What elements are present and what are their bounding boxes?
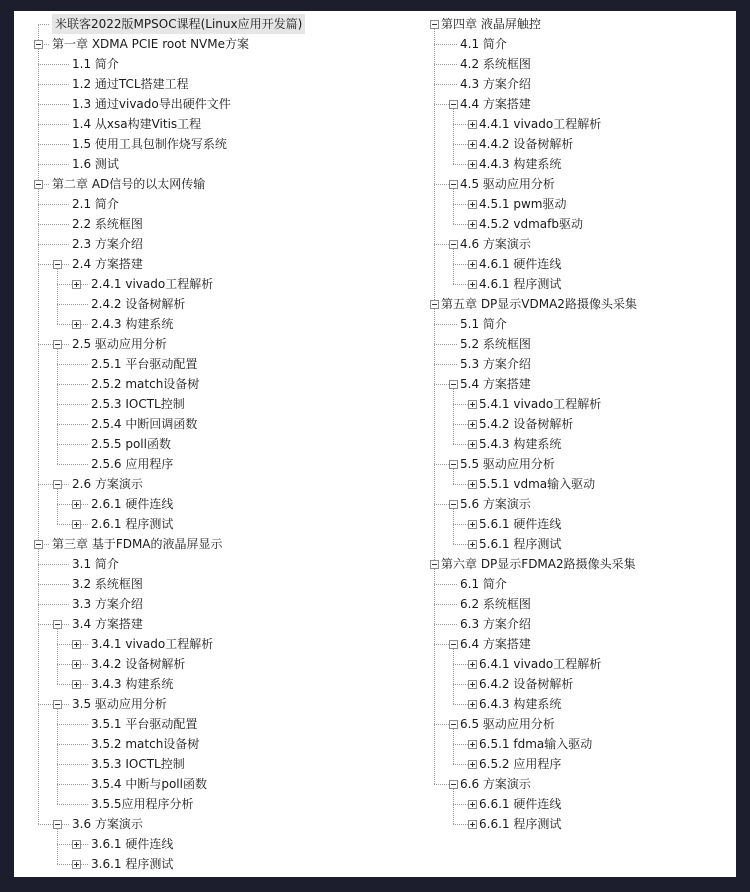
tree-item-row[interactable] xyxy=(14,234,409,254)
expand-plus-icon[interactable] xyxy=(468,660,477,669)
tree-node-label: 4.3 方案介绍 xyxy=(460,77,531,91)
expand-plus-icon[interactable] xyxy=(72,680,81,689)
tree-node-label: 5.5 驱动应用分析 xyxy=(460,457,555,471)
tree-node-label: 第一章 XDMA PCIE root NVMe方案 xyxy=(52,37,249,51)
tree-item-row[interactable] xyxy=(14,794,409,814)
tree-item-row[interactable] xyxy=(14,154,409,174)
expand-plus-icon[interactable] xyxy=(468,400,477,409)
tree-branch-line xyxy=(57,384,88,385)
tree-item-row[interactable] xyxy=(14,474,409,494)
tree-item-row[interactable] xyxy=(14,74,409,94)
tree-branch-line xyxy=(38,224,69,225)
tree-item-row[interactable] xyxy=(409,254,736,274)
tree-item-row[interactable] xyxy=(14,454,409,474)
tree-chapter-row[interactable] xyxy=(409,554,736,574)
tree-branch-line xyxy=(57,464,88,465)
tree-node-label: 6.5.1 fdma输入驱动 xyxy=(479,737,593,751)
tree-branch-line xyxy=(434,624,457,625)
tree-node-label: 4.6.1 硬件连线 xyxy=(479,257,562,271)
tree-item-row[interactable] xyxy=(409,754,736,774)
tree-node-label: 2.5.1 平台驱动配置 xyxy=(91,357,198,371)
tree-item-row[interactable] xyxy=(14,734,409,754)
tree-item-row[interactable] xyxy=(14,614,409,634)
tree-node-label: 6.4.2 设备树解析 xyxy=(479,677,574,691)
tree-item-row[interactable] xyxy=(14,674,409,694)
tree-node-label: 3.6.1 硬件连线 xyxy=(91,837,174,851)
tree-node-label: 2.4.1 vivado工程解析 xyxy=(91,277,214,291)
tree-node-label: 3.5.1 平台驱动配置 xyxy=(91,717,198,731)
collapse-minus-icon[interactable] xyxy=(53,820,62,829)
tree-item-row[interactable] xyxy=(14,114,409,134)
tree-node-label: 3.3 方案介绍 xyxy=(72,597,143,611)
expand-plus-icon[interactable] xyxy=(468,800,477,809)
tree-item-row[interactable] xyxy=(14,574,409,594)
collapse-minus-icon[interactable] xyxy=(449,240,458,249)
tree-branch-line xyxy=(434,324,457,325)
expand-plus-icon[interactable] xyxy=(468,160,477,169)
tree-node-label: 2.5.5 poll函数 xyxy=(91,437,171,451)
collapse-minus-icon[interactable] xyxy=(53,620,62,629)
tree-item-row[interactable] xyxy=(14,334,409,354)
tree-branch-line xyxy=(57,404,88,405)
expand-plus-icon[interactable] xyxy=(72,840,81,849)
tree-node-label: 4.4 方案搭建 xyxy=(460,97,531,111)
tree-item-row[interactable] xyxy=(14,494,409,514)
tree-node-label: 1.3 通过vivado导出硬件文件 xyxy=(72,97,231,111)
tree-node-label: 5.4.2 设备树解析 xyxy=(479,417,574,431)
tree-branch-line xyxy=(38,144,69,145)
tree-item-row[interactable] xyxy=(409,114,736,134)
expand-plus-icon[interactable] xyxy=(468,280,477,289)
tree-node-label: 4.5.2 vdmafb驱动 xyxy=(479,217,583,231)
tree-node-label: 6.4.1 vivado工程解析 xyxy=(479,657,602,671)
tree-branch-line xyxy=(38,104,69,105)
collapse-minus-icon[interactable] xyxy=(34,40,43,49)
tree-node-label: 6.1 简介 xyxy=(460,577,507,591)
collapse-minus-icon[interactable] xyxy=(34,540,43,549)
expand-plus-icon[interactable] xyxy=(468,680,477,689)
tree-item-row[interactable] xyxy=(14,854,409,874)
tree-item-row[interactable] xyxy=(409,494,736,514)
tree-item-row[interactable] xyxy=(409,94,736,114)
tree-branch-line xyxy=(38,244,69,245)
tree-chapter-row[interactable] xyxy=(14,174,409,194)
tree-node-label: 2.6.1 硬件连线 xyxy=(91,497,174,511)
expand-plus-icon[interactable] xyxy=(72,660,81,669)
tree-item-row[interactable] xyxy=(14,374,409,394)
tree-node-label: 4.2 系统框图 xyxy=(460,57,531,71)
tree-branch-line xyxy=(57,364,88,365)
tree-node-label: 2.5.2 match设备树 xyxy=(91,377,200,391)
tree-branch-line xyxy=(38,64,69,65)
expand-plus-icon[interactable] xyxy=(468,220,477,229)
tree-branch-line xyxy=(38,604,69,605)
expand-plus-icon[interactable] xyxy=(72,640,81,649)
collapse-minus-icon[interactable] xyxy=(449,640,458,649)
tree-node-label: 3.6 方案演示 xyxy=(72,817,143,831)
expand-plus-icon[interactable] xyxy=(468,140,477,149)
tree-node-label: 1.4 从xsa构建Vitis工程 xyxy=(72,117,202,131)
tree-item-row[interactable] xyxy=(14,754,409,774)
expand-plus-icon[interactable] xyxy=(468,740,477,749)
expand-plus-icon[interactable] xyxy=(468,440,477,449)
tree-node-label: 5.6.1 程序测试 xyxy=(479,537,562,551)
expand-plus-icon[interactable] xyxy=(468,200,477,209)
tree-node-label: 4.4.1 vivado工程解析 xyxy=(479,117,602,131)
tree-item-row[interactable] xyxy=(14,134,409,154)
tree-branch-line xyxy=(57,804,88,805)
tree-item-row[interactable] xyxy=(14,554,409,574)
tree-item-row[interactable] xyxy=(14,214,409,234)
tree-branch-line xyxy=(434,44,457,45)
tree-node-label: 5.4.3 构建系统 xyxy=(479,437,562,451)
tree-node-label: 2.5.3 IOCTL控制 xyxy=(91,397,185,411)
tree-item-row[interactable] xyxy=(14,654,409,674)
tree-node-label: 6.3 方案介绍 xyxy=(460,617,531,631)
expand-plus-icon[interactable] xyxy=(72,320,81,329)
tree-node-label: 第三章 基于FDMA的液晶屏显示 xyxy=(52,537,223,551)
tree-node-label: 2.5.6 应用程序 xyxy=(91,457,174,471)
tree-node-label: 2.2 系统框图 xyxy=(72,217,143,231)
tree-branch-line xyxy=(38,204,69,205)
expand-plus-icon[interactable] xyxy=(468,520,477,529)
tree-node-label: 6.6.1 程序测试 xyxy=(479,817,562,831)
tree-chapter-row[interactable] xyxy=(409,14,736,34)
tree-item-row[interactable] xyxy=(409,534,736,554)
tree-node-label: 2.5 驱动应用分析 xyxy=(72,337,167,351)
tree-node-label: 第四章 液晶屏触控 xyxy=(441,17,541,31)
tree-view-window xyxy=(14,11,736,877)
tree-node-label: 6.6.1 硬件连线 xyxy=(479,797,562,811)
tree-item-row[interactable] xyxy=(14,514,409,534)
tree-branch-line xyxy=(434,604,457,605)
tree-branch-line xyxy=(57,784,88,785)
expand-plus-icon[interactable] xyxy=(468,820,477,829)
tree-item-row[interactable] xyxy=(409,174,736,194)
tree-item-row[interactable] xyxy=(409,734,736,754)
tree-item-row[interactable] xyxy=(14,54,409,74)
collapse-minus-icon[interactable] xyxy=(449,380,458,389)
tree-chapter-row[interactable] xyxy=(409,294,736,314)
expand-plus-icon[interactable] xyxy=(468,700,477,709)
expand-plus-icon[interactable] xyxy=(468,540,477,549)
collapse-minus-icon[interactable] xyxy=(53,260,62,269)
tree-item-row[interactable] xyxy=(14,194,409,214)
tree-node-label: 5.6 方案演示 xyxy=(460,497,531,511)
tree-branch-line xyxy=(38,84,69,85)
expand-plus-icon[interactable] xyxy=(72,280,81,289)
tree-item-row[interactable] xyxy=(409,134,736,154)
tree-node-label: 3.1 简介 xyxy=(72,557,119,571)
tree-branch-line xyxy=(57,724,88,725)
tree-item-row[interactable] xyxy=(409,514,736,534)
tree-node-label: 4.5.1 pwm驱动 xyxy=(479,197,567,211)
tree-branch-line xyxy=(434,584,457,585)
expand-plus-icon[interactable] xyxy=(468,480,477,489)
tree-node-label: 5.4 方案搭建 xyxy=(460,377,531,391)
collapse-minus-icon[interactable] xyxy=(449,780,458,789)
tree-node-label: 第六章 DP显示FDMA2路摄像头采集 xyxy=(441,557,636,571)
tree-node-label: 3.4.2 设备树解析 xyxy=(91,657,186,671)
tree-branch-line xyxy=(38,124,69,125)
tree-node-label: 5.6.1 硬件连线 xyxy=(479,517,562,531)
tree-item-row[interactable] xyxy=(409,474,736,494)
tree-item-row[interactable] xyxy=(14,394,409,414)
tree-item-row[interactable] xyxy=(409,574,736,594)
collapse-minus-icon[interactable] xyxy=(53,340,62,349)
tree-node-label: 1.1 简介 xyxy=(72,57,119,71)
expand-plus-icon[interactable] xyxy=(468,120,477,129)
tree-item-row[interactable] xyxy=(409,74,736,94)
collapse-minus-icon[interactable] xyxy=(430,300,439,309)
tree-branch-line xyxy=(434,64,457,65)
tree-branch-line xyxy=(38,564,69,565)
tree-item-row[interactable] xyxy=(409,694,736,714)
tree-node-label: 3.4 方案搭建 xyxy=(72,617,143,631)
tree-item-row[interactable] xyxy=(409,314,736,334)
tree-item-row[interactable] xyxy=(409,274,736,294)
tree-node-label: 1.5 使用工具包制作烧写系统 xyxy=(72,137,227,151)
tree-item-row[interactable] xyxy=(409,454,736,474)
tree-item-row[interactable] xyxy=(409,234,736,254)
tree-item-row[interactable] xyxy=(14,434,409,454)
tree-item-row[interactable] xyxy=(14,694,409,714)
tree-node-label: 3.5.3 IOCTL控制 xyxy=(91,757,185,771)
tree-node-label: 2.4.2 设备树解析 xyxy=(91,297,186,311)
tree-branch-line xyxy=(38,24,49,25)
tree-node-label: 6.4.3 构建系统 xyxy=(479,697,562,711)
tree-node-label: 4.4.2 设备树解析 xyxy=(479,137,574,151)
tree-node-label: 4.6.1 程序测试 xyxy=(479,277,562,291)
tree-item-row[interactable] xyxy=(14,254,409,274)
tree-item-row[interactable] xyxy=(409,634,736,654)
tree-item-row[interactable] xyxy=(409,354,736,374)
tree-chapter-row[interactable] xyxy=(14,14,409,34)
tree-node-label: 5.5.1 vdma输入驱动 xyxy=(479,477,596,491)
tree-branch-line xyxy=(57,744,88,745)
tree-branch-line xyxy=(38,164,69,165)
expand-plus-icon[interactable] xyxy=(72,520,81,529)
collapse-minus-icon[interactable] xyxy=(449,460,458,469)
tree-branch-line xyxy=(57,304,88,305)
expand-plus-icon[interactable] xyxy=(468,260,477,269)
expand-plus-icon[interactable] xyxy=(72,500,81,509)
tree-item-row[interactable] xyxy=(14,634,409,654)
tree-item-row[interactable] xyxy=(409,654,736,674)
tree-node-label: 3.6.1 程序测试 xyxy=(91,857,174,871)
tree-item-row[interactable] xyxy=(409,714,736,734)
tree-item-row[interactable] xyxy=(14,294,409,314)
tree-node-label: 6.5 驱动应用分析 xyxy=(460,717,555,731)
tree-item-row[interactable] xyxy=(14,314,409,334)
collapse-minus-icon[interactable] xyxy=(53,700,62,709)
tree-node-label: 3.5.2 match设备树 xyxy=(91,737,200,751)
tree-branch-line xyxy=(434,364,457,365)
tree-item-row[interactable] xyxy=(409,814,736,834)
tree-node-label: 5.1 简介 xyxy=(460,317,507,331)
tree-node-label: 3.4.1 vivado工程解析 xyxy=(91,637,214,651)
tree-item-row[interactable] xyxy=(409,674,736,694)
tree-item-row[interactable] xyxy=(14,354,409,374)
tree-item-row[interactable] xyxy=(14,274,409,294)
tree-node-label: 4.1 简介 xyxy=(460,37,507,51)
tree-node-label: 4.5 驱动应用分析 xyxy=(460,177,555,191)
tree-branch-line xyxy=(434,344,457,345)
collapse-minus-icon[interactable] xyxy=(53,480,62,489)
tree-item-row[interactable] xyxy=(409,334,736,354)
tree-item-row[interactable] xyxy=(14,814,409,834)
tree-chapter-row[interactable] xyxy=(14,534,409,554)
collapse-minus-icon[interactable] xyxy=(449,500,458,509)
tree-node-label: 6.5.2 应用程序 xyxy=(479,757,562,771)
tree-node-label: 2.3 方案介绍 xyxy=(72,237,143,251)
tree-item-row[interactable] xyxy=(409,34,736,54)
expand-plus-icon[interactable] xyxy=(468,760,477,769)
tree-item-row[interactable] xyxy=(409,594,736,614)
tree-item-row[interactable] xyxy=(409,794,736,814)
collapse-minus-icon[interactable] xyxy=(449,100,458,109)
tree-item-row[interactable] xyxy=(409,434,736,454)
tree-node-label: 第五章 DP显示VDMA2路摄像头采集 xyxy=(441,297,637,311)
collapse-minus-icon[interactable] xyxy=(449,720,458,729)
tree-item-row[interactable] xyxy=(409,214,736,234)
tree-node-label: 2.1 简介 xyxy=(72,197,119,211)
tree-node-label: 2.4.3 构建系统 xyxy=(91,317,174,331)
tree-branch-line xyxy=(434,84,457,85)
tree-item-row[interactable] xyxy=(409,614,736,634)
tree-node-label: 4.4.3 构建系统 xyxy=(479,157,562,171)
tree-node-label: 4.6 方案演示 xyxy=(460,237,531,251)
tree-node-label: 3.5.4 中断与poll函数 xyxy=(91,777,207,791)
tree-node-label: 5.4.1 vivado工程解析 xyxy=(479,397,602,411)
tree-item-row[interactable] xyxy=(409,154,736,174)
tree-node-label: 6.2 系统框图 xyxy=(460,597,531,611)
collapse-minus-icon[interactable] xyxy=(449,180,458,189)
tree-branch-line xyxy=(38,584,69,585)
tree-node-label: 米联客2022版MPSOC课程(Linux应用开发篇) xyxy=(52,14,305,34)
expand-plus-icon[interactable] xyxy=(468,420,477,429)
tree-node-label: 5.2 系统框图 xyxy=(460,337,531,351)
tree-node-label: 2.4 方案搭建 xyxy=(72,257,143,271)
tree-node-label: 2.5.4 中断回调函数 xyxy=(91,417,198,431)
tree-item-row[interactable] xyxy=(409,394,736,414)
tree-item-row[interactable] xyxy=(14,94,409,114)
tree-item-row[interactable] xyxy=(409,194,736,214)
tree-node-label: 1.6 测试 xyxy=(72,157,119,171)
tree-node-label: 1.2 通过TCL搭建工程 xyxy=(72,77,189,91)
tree-node-label: 6.4 方案搭建 xyxy=(460,637,531,651)
tree-item-row[interactable] xyxy=(14,774,409,794)
tree-chapter-row[interactable] xyxy=(14,34,409,54)
collapse-minus-icon[interactable] xyxy=(430,560,439,569)
tree-item-row[interactable] xyxy=(409,774,736,794)
tree-node-label: 3.4.3 构建系统 xyxy=(91,677,174,691)
tree-item-row[interactable] xyxy=(14,594,409,614)
tree-branch-line xyxy=(57,764,88,765)
tree-node-label: 2.6.1 程序测试 xyxy=(91,517,174,531)
tree-node-label: 3.5.5应用程序分析 xyxy=(91,797,194,811)
tree-item-row[interactable] xyxy=(14,714,409,734)
tree-node-label: 6.6 方案演示 xyxy=(460,777,531,791)
collapse-minus-icon[interactable] xyxy=(34,180,43,189)
tree-node-label: 第二章 AD信号的以太网传输 xyxy=(52,177,206,191)
tree-item-row[interactable] xyxy=(14,834,409,854)
tree-item-row[interactable] xyxy=(409,374,736,394)
tree-item-row[interactable] xyxy=(409,54,736,74)
tree-branch-line xyxy=(57,424,88,425)
tree-node-label: 5.3 方案介绍 xyxy=(460,357,531,371)
expand-plus-icon[interactable] xyxy=(72,860,81,869)
tree-node-label: 3.2 系统框图 xyxy=(72,577,143,591)
tree-item-row[interactable] xyxy=(14,414,409,434)
tree-item-row[interactable] xyxy=(409,414,736,434)
tree-branch-line xyxy=(57,444,88,445)
tree-node-label: 3.5 驱动应用分析 xyxy=(72,697,167,711)
collapse-minus-icon[interactable] xyxy=(430,20,439,29)
tree-node-label: 2.6 方案演示 xyxy=(72,477,143,491)
